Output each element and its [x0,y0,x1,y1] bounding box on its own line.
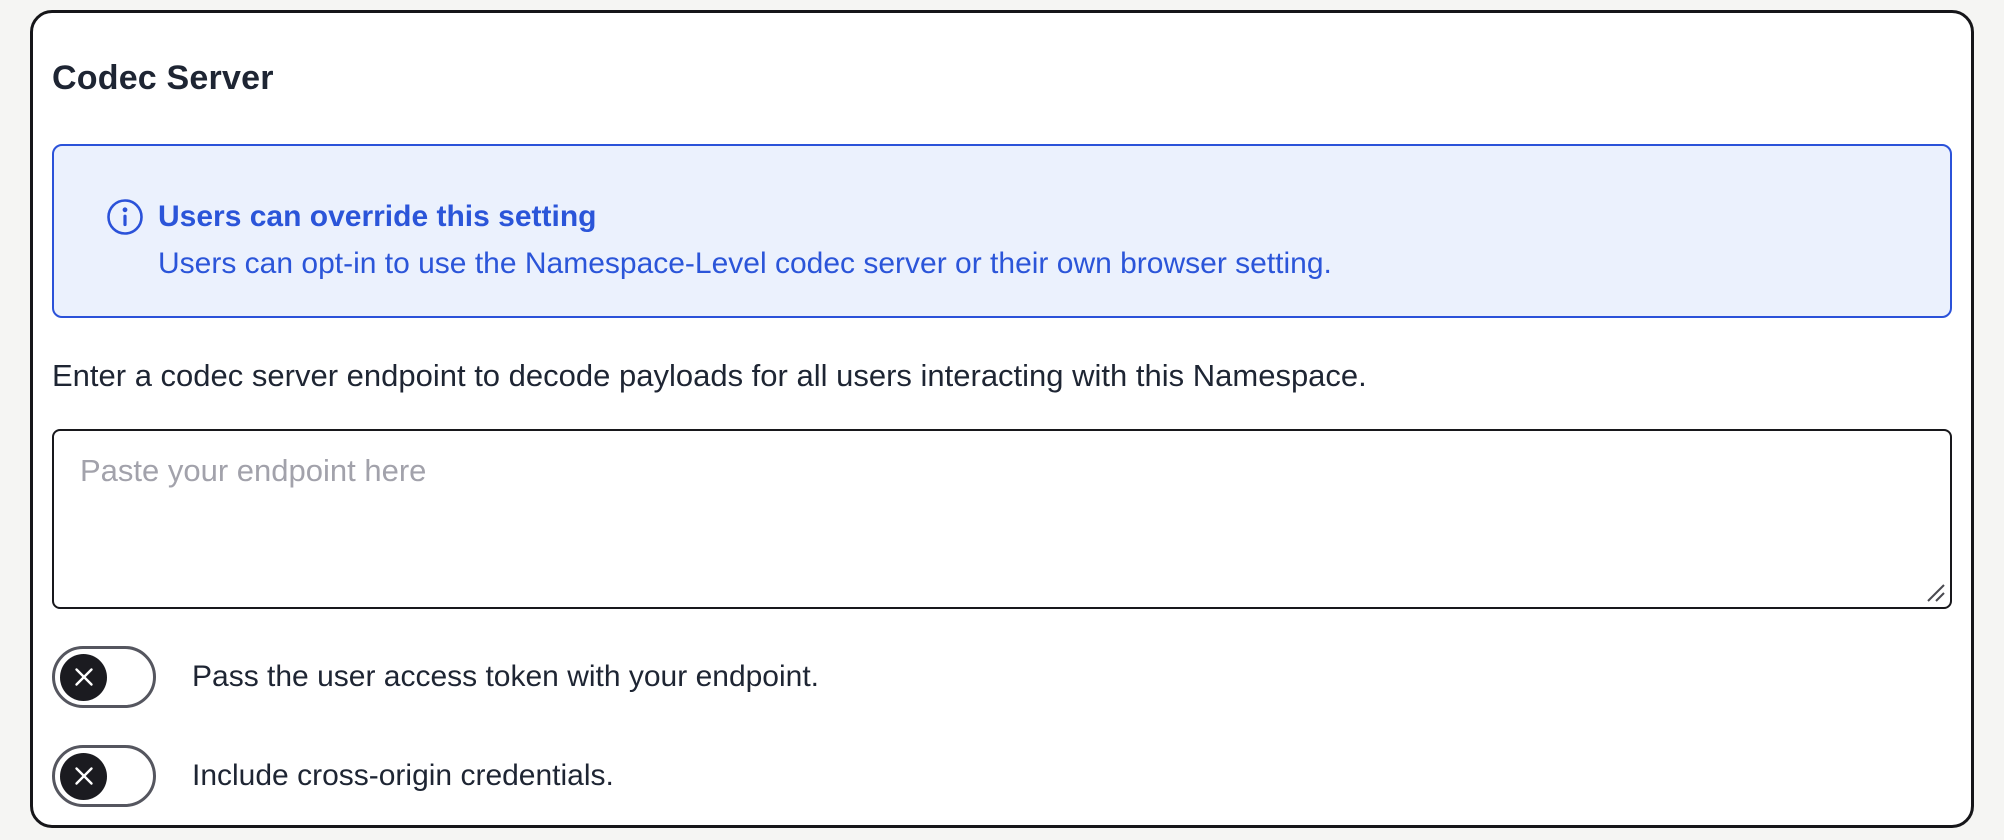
cross-origin-credentials-label: Include cross-origin credentials. [192,759,614,792]
toggle-row-access-token [52,646,1952,708]
endpoint-input[interactable] [52,429,1952,609]
override-info-banner [52,144,1952,318]
x-icon [60,753,107,800]
pass-access-token-label: Pass the user access token with your endpoint. [192,660,820,693]
x-icon [60,654,107,701]
pass-access-token-toggle[interactable] [52,646,156,708]
endpoint-instruction: Enter a codec server endpoint to decode payloads for all users interacting with this Namespace. [52,358,1367,393]
cross-origin-credentials-toggle[interactable] [52,745,156,807]
banner-title: Users can override this setting [158,200,597,233]
info-icon [106,198,144,236]
page-title: Codec Server [52,59,274,97]
toggle-row-cross-origin [52,745,1952,807]
banner-description: Users can opt-in to use the Namespace-Level codec server or their own browser setting. [158,247,1332,280]
endpoint-textarea-wrap [52,429,1952,609]
codec-server-card [30,10,1974,828]
